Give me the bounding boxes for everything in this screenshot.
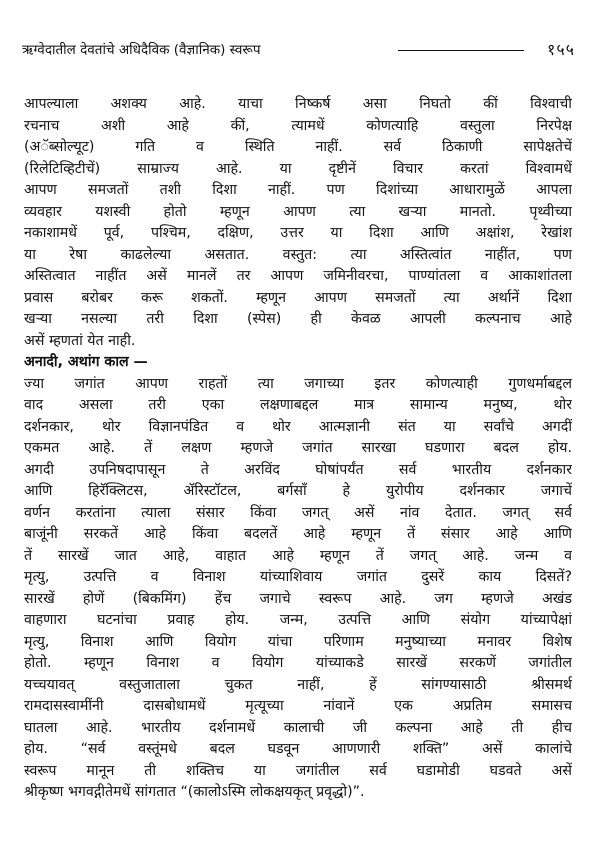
text-line: दर्शनकार, थोर विज्ञानपंडित व थोर आत्मज्ञानी संत या सर्वांचे अगदीं <box>24 418 572 435</box>
text-line: व्यवहार यशस्वी होतो म्हणून आपण त्या खऱ्या मानतो. पृथ्वीच्या <box>24 203 572 220</box>
text-line: अगदी उपनिषदापासून ते अरविंद घोषांपर्यंत सर्व भारतीय दर्शनकार <box>24 461 572 478</box>
text-line: ज्या जगांत आपण राहतों त्या जगाच्या इतर कोणत्याही गुणधर्माबद्दल <box>24 375 572 392</box>
text-line: स्वरूप मानून ती शक्तिच या जगांतील सर्व घडामोडी घडवते असें <box>24 762 572 779</box>
text-line: सारखें होणें (बिकमिंग) हेंच जगाचे स्वरूप आहे. जग म्हणजे अखंड <box>24 590 572 607</box>
text-line: एकमत आहे. तें लक्षण म्हणजे जगांत सारखा घडणारा बदल होय. <box>24 440 572 456</box>
text-line: श्रीकृष्ण भगवद्गीतेमधें सांगतात “(कालोऽस्मि लोकक्षयकृत् प्रवृद्धो)”. <box>24 784 365 800</box>
text-line: मृत्यु, उत्पत्ति व विनाश यांच्याशिवाय जगांत दुसरें काय दिसतें? <box>24 569 572 585</box>
text-line: (अॅब्सोल्यूट) गति व स्थिति नाहीं. सर्व ठिकाणी सापेक्षतेचें <box>24 139 572 155</box>
text-line: वाद असला तरी एका लक्षणाबद्दल मात्र सामान्य मनुष्य, थोर <box>24 397 572 413</box>
text-line: वर्णन करतांना त्याला संसार किंवा जगत् असें नांव देतात. जगत् सर्व <box>24 504 572 521</box>
running-title: ऋग्वेदातील देवतांचे अधिदैविक (वैज्ञानिक) स्वरूप <box>22 42 261 58</box>
text-line: नकाशामधें पूर्व, पश्चिम, दक्षिण, उत्तर या दिशा आणि अक्षांश, रेखांश <box>24 225 572 241</box>
text-line: अस्तित्वात नाहींत असें मानलें तर आपण जमिनीवरचा, पाण्यांतला व आकाशांतला <box>24 268 572 284</box>
text-line: प्रवास बरोबर करू शकतों. म्हणून आपण समजतों त्या अर्थानें दिशा <box>24 289 572 306</box>
text-line: खऱ्या नसल्या तरी दिशा (स्पेस) ही केवळ आपली कल्पनाच आहे <box>24 311 572 327</box>
header-rule <box>398 50 524 51</box>
text-line: होतो. म्हणून विनाश व वियोग यांच्याकडे सारखें सरकणें जगांतील <box>24 655 572 671</box>
section-heading: अनादी, अथांग काल — <box>24 354 148 370</box>
text-line: या रेषा काढलेल्या असतात. वस्तुत: त्या अस्तित्वांत नाहींत, पण <box>24 246 572 263</box>
text-line: (रिलेटिव्हिटीचें) साम्राज्य आहे. या दृष्टीनें विचार करतां विश्वामधें <box>24 160 572 177</box>
page-number: १५५ <box>547 40 575 59</box>
paragraph-time <box>24 352 572 804</box>
body-text <box>24 94 572 804</box>
text-line: घातला आहे. भारतीय दर्शनामधें कालाची जी कल्पना आहे ती हीच <box>24 719 572 736</box>
text-line: वाहणारा घटनांचा प्रवाह होय. जन्म, उत्पत्ति आणि संयोग यांच्यापेक्षां <box>24 612 572 628</box>
text-line: आपल्याला अशक्य आहे. याचा निष्कर्ष असा निघतो कीं विश्वाची <box>24 96 572 112</box>
text-line: रामदासस्वामींनी दासबोधामधें मृत्यूच्या नांवानें एक अप्रतिम समासच <box>24 698 572 714</box>
page-header <box>22 38 575 62</box>
text-line: आपण समजतों तशी दिशा नाहीं. पण दिशांच्या आधारामुळें आपला <box>24 182 572 198</box>
paragraph-directions <box>24 94 572 352</box>
text-line: आणि हिरॅक्लिटस, ॲरिस्टॉटल, बर्गसाँ हे युरोपीय दर्शनकार जगाचें <box>24 483 572 499</box>
text-line: रचनाच अशी आहे कीं, त्यामधें कोणत्याहि वस्तुला निरपेक्ष <box>24 117 572 134</box>
text-line: मृत्यु, विनाश आणि वियोग यांचा परिणाम मनुष्याच्या मनावर विशेष <box>24 633 572 650</box>
text-line: बाजूंनी सरकतें आहे किंवा बदलतें आहे म्हणून तें संसार आहे आणि <box>24 526 572 542</box>
text-line: होय. “सर्व वस्तूंमधे बदल घडवून आणणारी शक्ति” असें कालांचे <box>24 741 572 757</box>
text-line: तें सारखें जात आहे, वाहात आहे म्हणून तें जगत् आहे. जन्म व <box>24 547 572 564</box>
text-line: यच्चयावत् वस्तुजाताला चुकत नाहीं, हें सांगण्यासाठी श्रीसमर्थ <box>24 676 572 693</box>
text-line: असें म्हणतां येत नाही. <box>24 332 136 349</box>
